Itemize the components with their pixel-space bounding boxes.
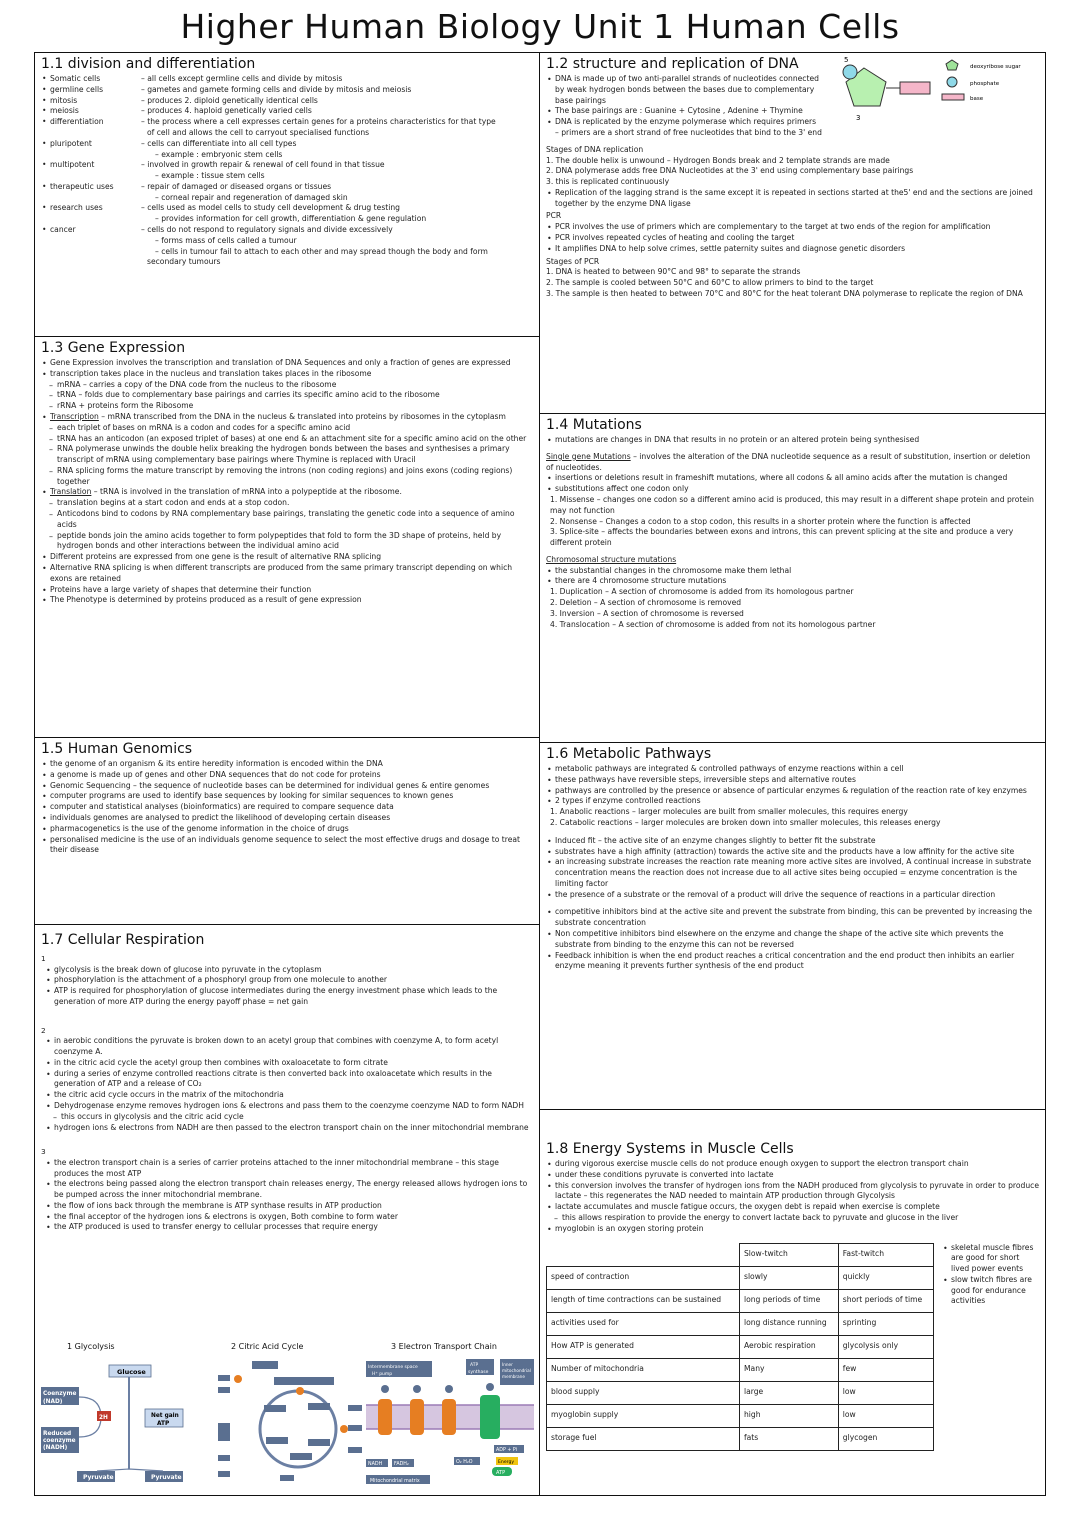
table-cell: length of time contractions can be sustained <box>547 1289 740 1312</box>
list-item: • these pathways have reversible steps, irreversible steps and alternative routes <box>546 775 1039 786</box>
list-item: 1. Anabolic reactions – larger molecules are built from smaller molecules, this requires energy <box>550 807 908 817</box>
term-definition <box>141 96 533 107</box>
list-item: • glycolysis is the break down of glucose into pyruvate in the cytoplasm <box>45 965 533 976</box>
table-cell: blood supply <box>547 1381 740 1404</box>
svg-text:(NAD): (NAD) <box>43 1399 63 1405</box>
stage-line: 1. DNA is heated to between 90°C and 98° to separate the strands <box>546 267 801 277</box>
term-label: • mitosis <box>41 96 133 107</box>
single-gene-list <box>546 473 1039 548</box>
keyword: Transcription <box>50 412 99 421</box>
svg-text:mitochondrial: mitochondrial <box>502 1368 531 1373</box>
list-item: • there are 4 chromosome structure mutations <box>546 576 1039 587</box>
table-cell: low <box>838 1404 933 1427</box>
stage-line: 2. DNA polymerase adds free DNA Nucleotides at the 3' end using complementary base pairings <box>546 166 914 176</box>
list-item: – Anticodons bind to codons by RNA complementary base pairings, translating the genetic code into a sequence of amino acids <box>41 509 533 531</box>
list-item: 2. Deletion – A section of chromosome is removed <box>550 598 742 608</box>
list-item: 3. Splice-site – affects the boundaries between exons and introns, this can prevent splicing at the site and produce a very different protein <box>550 527 1014 548</box>
term-definition <box>141 106 533 117</box>
list-item: 3. Inversion – A section of chromosome is reversed <box>550 608 744 618</box>
list-item: • in aerobic conditions the pyruvate is broken down to an acetyl group that combines with coenzyme A, to form acetyl coenzyme A. <box>45 1036 533 1058</box>
list-item <box>41 487 533 498</box>
list-item: – mRNA – carries a copy of the DNA code from the nucleus to the ribosome <box>41 380 533 391</box>
table-row <box>547 1381 934 1404</box>
section-heading: 1.3 Gene Expression <box>41 340 186 356</box>
section-human-genomics <box>34 737 540 925</box>
svg-text:FADH₂: FADH₂ <box>394 1462 409 1467</box>
term-label: • Somatic cells <box>41 74 133 85</box>
section-metabolic-pathways <box>539 742 1046 1110</box>
definition-line: – all cells except germline cells and divide by mitosis <box>141 74 343 84</box>
table-cell: speed of contraction <box>547 1266 740 1289</box>
list-item: • individuals genomes are analysed to predict the likelihood of developing certain diseases <box>41 813 533 824</box>
pcr-stages-label: Stages of PCR <box>546 256 600 266</box>
svg-text:H⁺ pump: H⁺ pump <box>372 1372 393 1377</box>
definition-line: secondary tumours <box>147 257 221 267</box>
svg-text:Pyruvate: Pyruvate <box>151 1474 182 1481</box>
list-item: • the flow of ions back through the membrane is ATP synthase results in ATP production <box>45 1201 533 1212</box>
single-gene-text: – involves the alteration of the DNA nucleotide sequence as a result of substitution, insertion or deletion of nucleotides. <box>546 451 1031 472</box>
definition-line: – cells can differentiate into all cell types <box>141 138 297 148</box>
single-gene-label: Single gene Mutations <box>546 451 631 461</box>
definition-line: – example : tissue stem cells <box>155 171 265 181</box>
five-prime-label: 5 <box>844 56 849 65</box>
svg-text:O₂ H₂O: O₂ H₂O <box>456 1460 473 1465</box>
list-item: • during a series of enzyme controlled reactions citrate is then converted back into oxaloacetate which results in the generation of ATP and a release of CO₂ <box>45 1069 533 1091</box>
table-header-row <box>547 1243 934 1266</box>
list-item: • skeletal muscle fibres are good for short lived power events <box>942 1243 1038 1275</box>
list-item: • substrates have a high affinity (attraction) towards the active site and the products have a low affinity for the active site <box>546 847 1039 858</box>
svg-text:ADP + Pi: ADP + Pi <box>496 1448 518 1453</box>
phosphate-circle <box>843 65 857 79</box>
spacer <box>546 829 1039 836</box>
list-item: 1. Duplication – A section of chromosome is added from its homologous partner <box>550 587 854 597</box>
table-cell: sprinting <box>838 1312 933 1335</box>
replication-stages <box>546 156 1039 188</box>
section-heading: 1.4 Mutations <box>546 417 642 433</box>
section-heading: 1.7 Cellular Respiration <box>41 932 205 948</box>
svg-text:synthase: synthase <box>468 1370 489 1375</box>
table-header-cell <box>547 1243 740 1266</box>
genomics-list <box>41 759 533 856</box>
page-title: Higher Human Biology Unit 1 Human Cells <box>180 7 900 46</box>
list-item: • computer programs are used to identify base sequences by looking for similar sequences to known genes <box>41 791 533 802</box>
svg-text:ATP: ATP <box>157 1421 170 1427</box>
list-item: • Gene Expression involves the transcription and translation of DNA Sequences and only a fraction of genes are expressed <box>41 358 533 369</box>
pcr-list <box>546 222 1039 254</box>
nucleotide-diagram <box>834 52 1034 132</box>
list-item: • Genomic Sequencing – the sequence of nucleotide bases can be determined for individual genes & entire genomes <box>41 781 533 792</box>
svg-text:Mitochondrial matrix: Mitochondrial matrix <box>370 1479 420 1484</box>
section-heading: 1.2 structure and replication of DNA <box>546 56 799 72</box>
list-item: • computer and statistical analyses (bioinformatics) are required to compare sequence data <box>41 802 533 813</box>
list-item: • Induced fit – the active site of an enzyme changes slightly to better fit the substrate <box>546 836 1039 847</box>
list-item: • Proteins have a large variety of shapes that determine their function <box>41 585 533 596</box>
list-item: • the presence of a substrate or the removal of a product will drive the sequence of reactions in a particular direction <box>546 890 1039 901</box>
svg-text:2H: 2H <box>99 1415 108 1421</box>
list-item: • Dehydrogenase enzyme removes hydrogen ions & electrons and pass them to the coenzyme coenzyme NAD to form NADH <box>45 1101 533 1112</box>
list-item: • DNA is replicated by the enzyme polymerase which requires primers – primers are a short strand of free nucleotides that bind to the 3' end <box>546 117 822 139</box>
svg-text:coenzyme: coenzyme <box>43 1438 76 1444</box>
list-item: 2. Catabolic reactions – larger molecules are broken down into smaller molecules, this releases energy <box>550 818 941 827</box>
pcr-stages <box>546 267 1039 299</box>
single-gene-intro <box>546 452 1039 474</box>
list-item: 2. Nonsense – Changes a codon to a stop codon, this results in a shorter protein where the function is affected <box>550 516 971 526</box>
section-gene-expression <box>34 336 540 738</box>
table-cell: few <box>838 1358 933 1381</box>
list-item: • myoglobin is an oxygen storing protein <box>546 1224 1039 1235</box>
term-label: • therapeutic uses <box>41 182 133 204</box>
pcr-label: PCR <box>546 211 562 221</box>
definition-line: – cells used as model cells to study cell development & drug testing <box>141 203 400 213</box>
svg-text:ATP: ATP <box>496 1470 506 1476</box>
table-cell: How ATP is generated <box>547 1335 740 1358</box>
glucose-label: Glucose <box>117 1368 146 1376</box>
list-item: • Non competitive inhibitors bind elsewhere on the enzyme and change the shape of the active site which prevents the substrate from binding to the enzyme this can not be reversed <box>546 929 1039 951</box>
list-item: • ATP is required for phosphorylation of glucose intermediates during the energy investment phase which leads to the generation of more ATP during the energy payoff phase = net gain <box>45 986 533 1008</box>
list-item: • the electrons being passed along the electron transport chain releases energy, The energy released allows hydrogen ions to be pumped across the inner mitochondrial membrane. <box>45 1179 533 1201</box>
list-item: – this allows respiration to provide the energy to convert lactate back to pyruvate and glucose in the liver <box>546 1213 1039 1224</box>
svg-text:Intermembrane space: Intermembrane space <box>368 1365 418 1370</box>
gene-expression-list <box>41 358 533 606</box>
citric-acid-list <box>45 1036 533 1133</box>
base-rect <box>900 82 930 94</box>
definition-line: – repair of damaged or diseased organs or tissues <box>141 181 332 191</box>
table-cell: low <box>838 1381 933 1404</box>
svg-text:ATP: ATP <box>470 1363 479 1368</box>
table-row <box>547 1358 934 1381</box>
svg-text:Net gain: Net gain <box>151 1413 179 1419</box>
metabolic-list <box>546 764 1039 972</box>
term-definition <box>141 117 533 139</box>
list-item: – rRNA + proteins form the Ribosome <box>41 401 533 412</box>
term-definition-list <box>41 74 533 268</box>
table-cell: long periods of time <box>739 1289 838 1312</box>
phosphate-key-icon <box>947 77 957 87</box>
list-item: 4. Translocation – A section of chromosome is added from not its homologous partner <box>550 619 876 629</box>
list-item: • insertions or deletions result in frameshift mutations, where all codons & all amino acids after the mutation is changed <box>546 473 1039 484</box>
term-definition <box>141 182 533 204</box>
list-item-text: – tRNA is involved in the translation of mRNA into a polypeptide at the ribosome. <box>91 487 402 497</box>
energy-systems-list <box>546 1159 1039 1234</box>
list-item: • metabolic pathways are integrated & controlled pathways of enzyme reactions within a cell <box>546 764 1039 775</box>
table-cell: large <box>739 1381 838 1404</box>
table-cell: fats <box>739 1427 838 1450</box>
coenzyme-label: Coenzyme <box>43 1391 77 1397</box>
muscle-fibre-table <box>546 1243 934 1451</box>
list-item: • DNA is made up of two anti-parallel strands of nucleotides connected by weak hydrogen bonds between the bases due to complementary base pairings <box>546 74 822 106</box>
table-row <box>547 1312 934 1335</box>
term-label: • cancer <box>41 225 133 268</box>
list-item: • Different proteins are expressed from one gene is the result of alternative RNA splicing <box>41 552 533 563</box>
chromosomal-list <box>546 566 1039 631</box>
list-item: • under these conditions pyruvate is converted into lactate <box>546 1170 1039 1181</box>
list-item: • personalised medicine is the use of an individuals genome sequence to select the most effective drugs and dosage to treat their disease <box>41 835 533 857</box>
section-heading: 1.1 division and differentiation <box>41 56 256 72</box>
svg-text:NADH: NADH <box>368 1462 383 1467</box>
etc-diagram-label: 3 Electron Transport Chain <box>391 1342 497 1351</box>
term-label: • germline cells <box>41 85 133 96</box>
term-label: • research uses <box>41 203 133 225</box>
stage-line: 3. The sample is then heated to between 70°C and 80°C for the heat tolerant DNA polymerase to replicate the region of DNA <box>546 288 1023 298</box>
svg-text:Inner: Inner <box>502 1362 513 1367</box>
list-item: • the electron transport chain is a series of carrier proteins attached to the inner mitochondrial membrane – this stage produces the most ATP <box>45 1158 533 1180</box>
stage-line: 2. The sample is cooled between 50°C and 60°C to allow primers to bind to the target <box>546 278 874 288</box>
definition-line: – gametes and gamete forming cells and divide by mitosis and meiosis <box>141 84 412 94</box>
list-item: • PCR involves repeated cycles of heating and cooling the target <box>546 233 1039 244</box>
citric-acid-diagram <box>216 1357 366 1487</box>
legend-base: base <box>970 96 984 103</box>
glycolysis-list <box>45 965 533 1008</box>
etc-diagram <box>366 1357 536 1487</box>
definition-line: – cells in tumour fail to attach to each other and may spread though the body and form <box>155 246 488 256</box>
svg-text:Reduced: Reduced <box>43 1431 72 1437</box>
section-dna-structure <box>539 52 1046 414</box>
list-item: • transcription takes place in the nucleus and translation takes places in the ribosome <box>41 369 533 380</box>
list-item: • PCR involves the use of primers which are complementary to the target at two ends of the region for amplification <box>546 222 1039 233</box>
definition-line: – corneal repair and regeneration of damaged skin <box>155 192 348 202</box>
section-division-differentiation <box>34 52 540 337</box>
spacer <box>546 900 1039 907</box>
svg-text:membrane: membrane <box>502 1374 525 1379</box>
list-item: – tRNA – folds due to complementary base pairings and carries its specific amino acid to the ribosome <box>41 390 533 401</box>
lagging-strand-note: • Replication of the lagging strand is the same except it is repeated in sections started at the5' end and the sections are joined together by the enzyme DNA ligase <box>546 188 1039 210</box>
definition-line: – the process where a cell expresses certain genes for a proteins characteristics for that type <box>141 117 496 127</box>
section-heading: 1.6 Metabolic Pathways <box>546 746 712 762</box>
legend-phosphate: phosphate <box>970 81 1000 88</box>
table-row <box>547 1289 934 1312</box>
stage-line: 1. The double helix is unwound – Hydrogen Bonds break and 2 template strands are made <box>546 155 890 165</box>
list-item: • the ATP produced is used to transfer energy to cellular processes that require energy <box>45 1222 533 1233</box>
table-cell: glycolysis only <box>838 1335 933 1358</box>
list-item: • during vigorous exercise muscle cells do not produce enough oxygen to support the electron transport chain <box>546 1159 1039 1170</box>
section-heading: 1.5 Human Genomics <box>41 741 193 757</box>
section-heading: 1.8 Energy Systems in Muscle Cells <box>546 1141 794 1157</box>
list-item: • in the citric acid cycle the acetyl group then combines with oxaloacetate to form citrate <box>45 1058 533 1069</box>
list-item: – peptide bonds join the amino acids together to form polypeptides that fold to form the 3D shape of proteins, held by hydrogen bonds and other interactions between the individual amino acid <box>41 531 533 553</box>
stage-number: 3 <box>41 1147 46 1157</box>
list-item: • The Phenotype is determined by proteins produced as a result of gene expression <box>41 595 533 606</box>
mutations-intro: • mutations are changes in DNA that results in no protein or an altered protein being synthesised <box>546 435 1039 446</box>
definition-line: – example : embryonic stem cells <box>155 149 283 159</box>
table-cell: myoglobin supply <box>547 1404 740 1427</box>
replication-stages-label: Stages of DNA replication <box>546 144 644 154</box>
three-prime-label: 3 <box>856 114 861 123</box>
term-definition <box>141 160 533 182</box>
list-item: – translation begins at a start codon and ends at a stop codon. <box>41 498 533 509</box>
svg-text:Pyruvate: Pyruvate <box>83 1474 114 1481</box>
list-item: • this conversion involves the transfer of hydrogen ions from the NADH produced from glycolysis to pyruvate in order to produce lactate – this regenerates the NAD needed to maintain ATP production through Glycolysis <box>546 1181 1039 1203</box>
list-item: • lactate accumulates and muscle fatigue occurs, the oxygen debt is repaid when exercise is complete <box>546 1202 1039 1213</box>
list-item: • substitutions affect one codon only <box>546 484 1039 495</box>
glycolysis-diagram-label: 1 Glycolysis <box>67 1342 115 1351</box>
respiration-diagrams <box>41 1337 535 1492</box>
definition-line: – forms mass of cells called a tumour <box>155 235 297 245</box>
stage-number: 1 <box>41 954 46 964</box>
chromosomal-label: Chromosomal structure mutations <box>546 554 677 564</box>
table-cell: Aerobic respiration <box>739 1335 838 1358</box>
svg-text:Energy: Energy <box>498 1460 515 1465</box>
stage-line: 3. this is replicated continuously <box>546 177 670 187</box>
definition-line: – cells do not respond to regulatory signals and divide excessively <box>141 225 393 235</box>
table-cell: glycogen <box>838 1427 933 1450</box>
list-item: • slow twitch fibres are good for endurance activities <box>942 1275 1038 1307</box>
table-header-cell: Fast-twitch <box>838 1243 933 1266</box>
table-cell: quickly <box>838 1266 933 1289</box>
list-item: – tRNA has an anticodon (an exposed triplet of bases) at one end & an attachment site for a specific amino acid on the other <box>41 434 533 445</box>
list-item: • Alternative RNA splicing is when different transcripts are produced from the same primary transcript depending on which exons are retained <box>41 563 533 585</box>
list-item: • the genome of an organism & its entire heredity information is encoded within the DNA <box>41 759 533 770</box>
stage-number: 2 <box>41 1025 46 1035</box>
table-cell: short periods of time <box>838 1289 933 1312</box>
term-label: • multipotent <box>41 160 133 182</box>
table-cell: activities used for <box>547 1312 740 1335</box>
list-item: • the final acceptor of the hydrogen ions & electrons is oxygen, Both combine to form water <box>45 1212 533 1223</box>
table-cell: high <box>739 1404 838 1427</box>
list-item: • phosphorylation is the attachment of a phosphoryl group from one molecule to another <box>45 975 533 986</box>
list-item: • the substantial changes in the chromosome make them lethal <box>546 566 1039 577</box>
definition-line: – produces 4. haploid genetically varied cells <box>141 106 312 116</box>
term-definition <box>141 74 533 85</box>
list-item: – this occurs in glycolysis and the citric acid cycle <box>45 1112 533 1123</box>
table-cell: long distance running <box>739 1312 838 1335</box>
legend-sugar: deoxyribose sugar <box>970 64 1021 71</box>
definition-line: – produces 2. diploid genetically identical cells <box>141 95 318 105</box>
term-definition <box>141 225 533 268</box>
muscle-side-notes <box>942 1243 1038 1308</box>
table-row <box>547 1427 934 1450</box>
glycolysis-diagram <box>41 1357 211 1487</box>
list-item: • pathways are controlled by the presence or absence of particular enzymes & regulation of the reaction rate of key enzymes <box>546 786 1039 797</box>
keyword: Translation <box>50 487 92 497</box>
list-item <box>41 412 533 423</box>
term-definition <box>141 85 533 96</box>
section-mutations <box>539 413 1046 743</box>
term-label: • differentiation <box>41 117 133 139</box>
table-cell: storage fuel <box>547 1427 740 1450</box>
list-item: • It amplifies DNA to help solve crimes, settle paternity suites and diagnose genetic disorders <box>546 244 1039 255</box>
term-definition <box>141 139 533 161</box>
list-item: – RNA splicing forms the mature transcript by removing the introns (non coding regions) and joins exons (coding regions) together <box>41 466 533 488</box>
term-definition <box>141 203 533 225</box>
table-row <box>547 1404 934 1427</box>
dna-intro-list <box>546 74 822 139</box>
list-item: • Feedback inhibition is when the end product reaches a critical concentration and the end product then inhibits an earlier enzyme meaning it prevents further synthesis of the end product <box>546 951 1039 973</box>
etc-list <box>45 1158 533 1233</box>
svg-text:(NADH): (NADH) <box>43 1445 68 1451</box>
list-item: • a genome is made up of genes and other DNA sequences that do not code for proteins <box>41 770 533 781</box>
table-row <box>547 1266 934 1289</box>
section-energy-systems <box>539 1109 1046 1496</box>
term-label: • pluripotent <box>41 139 133 161</box>
definition-line: – provides information for cell growth, differentiation & gene regulation <box>155 214 427 224</box>
list-item: • the citric acid cycle occurs in the matrix of the mitochondria <box>45 1090 533 1101</box>
citric-acid-diagram-label: 2 Citric Acid Cycle <box>231 1342 304 1351</box>
list-item: • competitive inhibitors bind at the active site and prevent the substrate from binding, this can be prevented by increasing the substrate concentration <box>546 907 1039 929</box>
list-item: – each triplet of bases on mRNA is a codon and codes for a specific amino acid <box>41 423 533 434</box>
list-item: • an increasing substrate increases the reaction rate meaning more active sites are involved, A continual increase in substrate concentration means the reaction does not increase due to all active sites being occupied = enzyme concentration is the limiting factor <box>546 857 1039 889</box>
table-cell: Number of mitochondria <box>547 1358 740 1381</box>
list-item: – RNA polymerase unwinds the double helix breaking the hydrogen bonds between the bases and synthesises a primary transcript of mRNA using complementary base pairings where Thymine is replaced with Uracil <box>41 444 533 466</box>
list-item: • The base pairings are : Guanine + Cytosine , Adenine + Thymine <box>546 106 822 117</box>
table-row <box>547 1335 934 1358</box>
list-item: • 2 types if enzyme controlled reactions <box>546 796 1039 807</box>
list-item-text: – mRNA transcribed from the DNA in the nucleus & translated into proteins by ribosomes in the cytoplasm <box>98 412 506 421</box>
list-item: • hydrogen ions & electrons from NADH are then passed to the electron transport chain on the inner mitochondrial membrane <box>45 1123 533 1134</box>
table-cell: slowly <box>739 1266 838 1289</box>
base-key-icon <box>942 94 964 100</box>
definition-line: of cell and allows the cell to carryout specialised functions <box>147 128 370 137</box>
list-item: • pharmacogenetics is the use of the genome information in the choice of drugs <box>41 824 533 835</box>
section-cellular-respiration <box>34 924 540 1496</box>
sugar-key-icon <box>946 60 958 70</box>
term-label: • meiosis <box>41 106 133 117</box>
definition-line: – involved in growth repair & renewal of cell found in that tissue <box>141 160 385 170</box>
list-item: 1. Missense – changes one codon so a different amino acid is produced, this may result in a different shape protein and protein may not function <box>550 495 1034 515</box>
table-header-cell: Slow-twitch <box>739 1243 838 1266</box>
table-cell: Many <box>739 1358 838 1381</box>
